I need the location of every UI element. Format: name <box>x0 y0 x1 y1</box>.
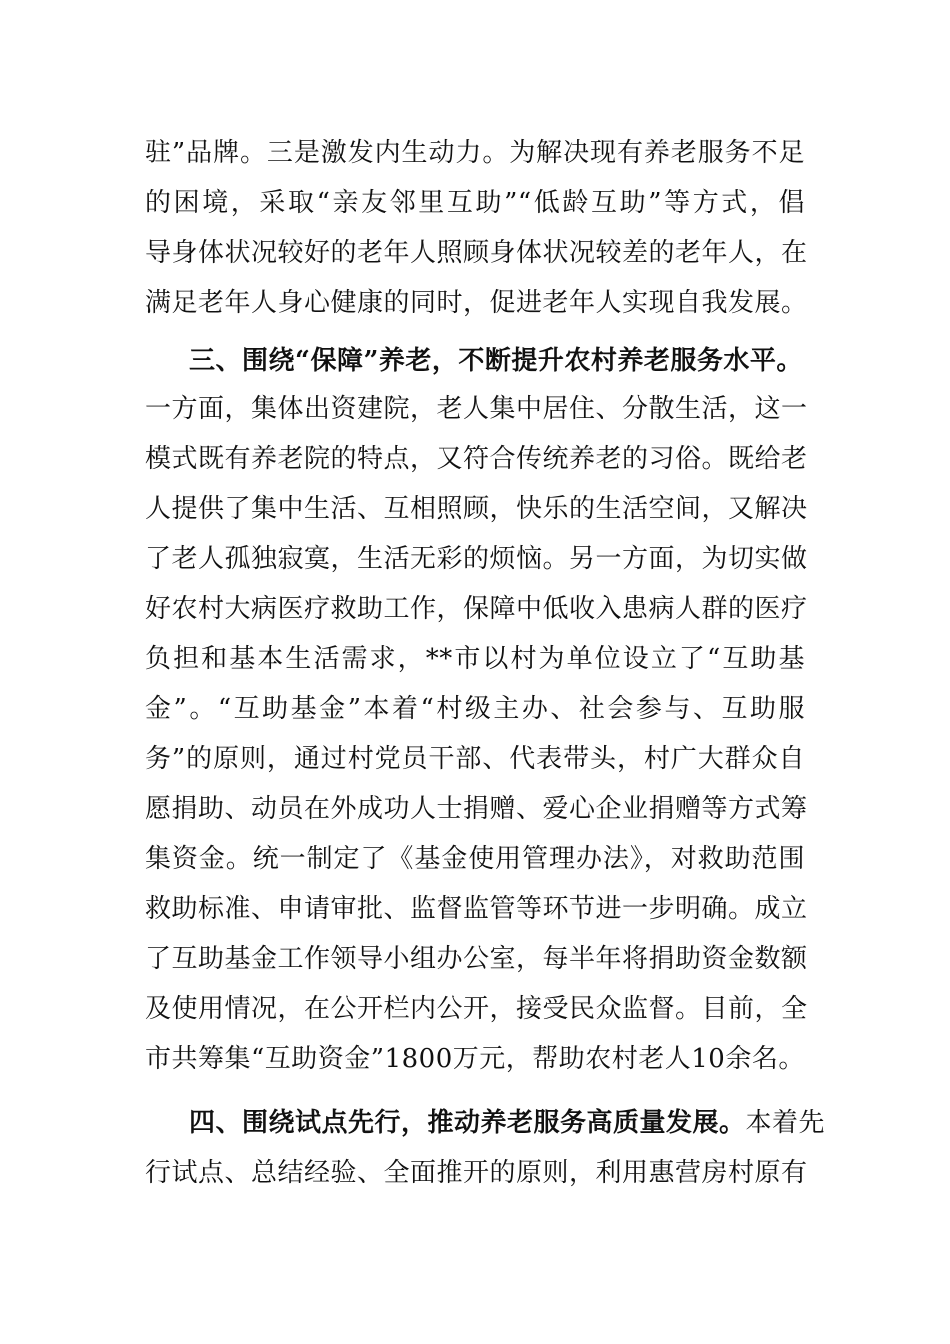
paragraph-line: 及使用情况，在公开栏内公开，接受民众监督。目前，全 <box>145 994 808 1024</box>
paragraph-line: 了互助基金工作领导小组办公室，每半年将捐助资金数额 <box>145 944 808 974</box>
paragraph-line: 金”。“互助基金”本着“村级主办、社会参与、互助服 <box>145 694 805 724</box>
section-4-first-line <box>189 1100 826 1146</box>
paragraph-line: 愿捐助、动员在外成功人士捐赠、爱心企业捐赠等方式筹 <box>145 794 808 824</box>
paragraph-line: 了老人孤独寂寞，生活无彩的烦恼。另一方面，为切实做 <box>145 544 808 574</box>
paragraph-line: 务”的原则，通过村党员干部、代表带头，村广大群众自 <box>145 744 805 774</box>
paragraph-line: 驻”品牌。三是激发内生动力。为解决现有养老服务不足 <box>145 138 805 168</box>
paragraph-line: 好农村大病医疗救助工作，保障中低收入患病人群的医疗 <box>145 594 808 624</box>
section-4-inline-text: 本着先 <box>745 1108 826 1138</box>
paragraph-line: 的困境，采取“亲友邻里互助”“低龄互助”等方式，倡 <box>145 188 805 218</box>
paragraph-line: 导身体状况较好的老年人照顾身体状况较差的老年人，在 <box>145 238 808 268</box>
paragraph-line: 行试点、总结经验、全面推开的原则，利用惠营房村原有 <box>145 1158 808 1188</box>
paragraph-line: 模式既有养老院的特点，又符合传统养老的习俗。既给老 <box>145 444 808 474</box>
section-heading-4: 四、围绕试点先行，推动养老服务高质量发展。 <box>189 1108 746 1138</box>
paragraph-line: 满足老年人身心健康的同时，促进老年人实现自我发展。 <box>145 288 808 318</box>
paragraph-line: 集资金。统一制定了《基金使用管理办法》，对救助范围 <box>145 844 805 874</box>
paragraph-line: 人提供了集中生活、互相照顾，快乐的生活空间，又解决 <box>145 494 808 524</box>
paragraph-line: 负担和基本生活需求，**市以村为单位设立了“互助基 <box>145 644 805 674</box>
section-heading-3: 三、围绕“保障”养老，不断提升农村养老服务水平。 <box>189 346 803 376</box>
paragraph-line: 救助标准、申请审批、监督监管等环节进一步明确。成立 <box>145 894 808 924</box>
paragraph-line: 一方面，集体出资建院，老人集中居住、分散生活，这一 <box>145 394 808 424</box>
paragraph-line: 市共筹集“互助资金”1800万元，帮助农村老人10余名。 <box>145 1044 805 1074</box>
